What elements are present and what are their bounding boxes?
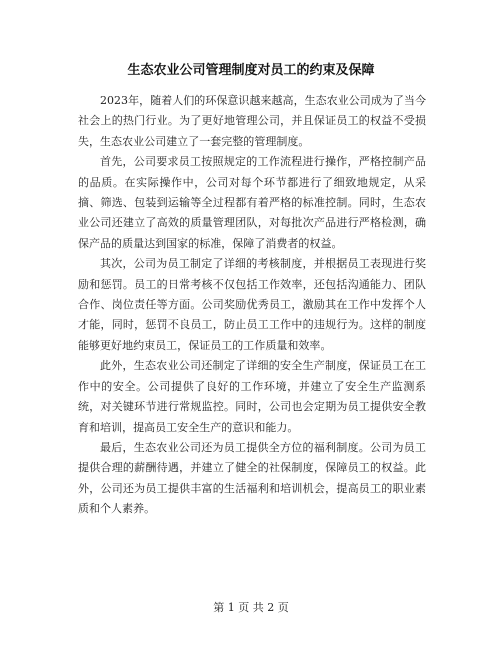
paragraph-quality-control: 首先，公司要求员工按照规定的工作流程进行操作，严格控制产品的品质。在实际操作中，公司对每个环节都进行了细致地规定，从采摘、筛选、包装到运输等全过程都有着严格的标准控制。同时，生态农业公司还建立了高效的质量管理团队，对每批次产品进行严格检测，确保产品的质量达到国家的标准，保障了消费者的权益。 [78, 155, 426, 250]
page-number-footer: 第 1 页 共 2 页 [213, 601, 289, 614]
paragraph-welfare: 最后，生态农业公司还为员工提供全方位的福利制度。公司为员工提供合理的薪酬待遇，并建立了健全的社保制度，保障员工的权益。此外，公司还为员工提供丰富的生活福利和培训机会，提高员工的职业素质和个人素养。 [78, 440, 426, 516]
paragraph-safety: 此外，生态农业公司还制定了详细的安全生产制度，保证员工在工作中的安全。公司提供了良好的工作环境，并建立了安全生产监测系统，对关键环节进行常规监控。同时，公司也会定期为员工提供安全教育和培训，提高员工安全生产的意识和能力。 [78, 359, 426, 434]
document-body [78, 91, 426, 520]
paragraph-intro: 2023年，随着人们的环保意识越来越高，生态农业公司成为了当今社会上的热门行业。为了更好地管理公司，并且保证员工的权益不受损失，生态农业公司建立了一套完整的管理制度。 [78, 94, 426, 148]
paragraph-assessment: 其次，公司为员工制定了详细的考核制度，并根据员工表现进行奖励和惩罚。员工的日常考核不仅包括工作效率，还包括沟通能力、团队合作、岗位责任等方面。公司奖励优秀员工，激励其在工作中发挥个人才能，同时，惩罚不良员工，防止员工工作中的违规行为。这样的制度能够更好地约束员工，保证员工的工作质量和效率。 [78, 257, 426, 352]
document-title: 生态农业公司管理制度对员工的约束及保障 [127, 63, 375, 78]
